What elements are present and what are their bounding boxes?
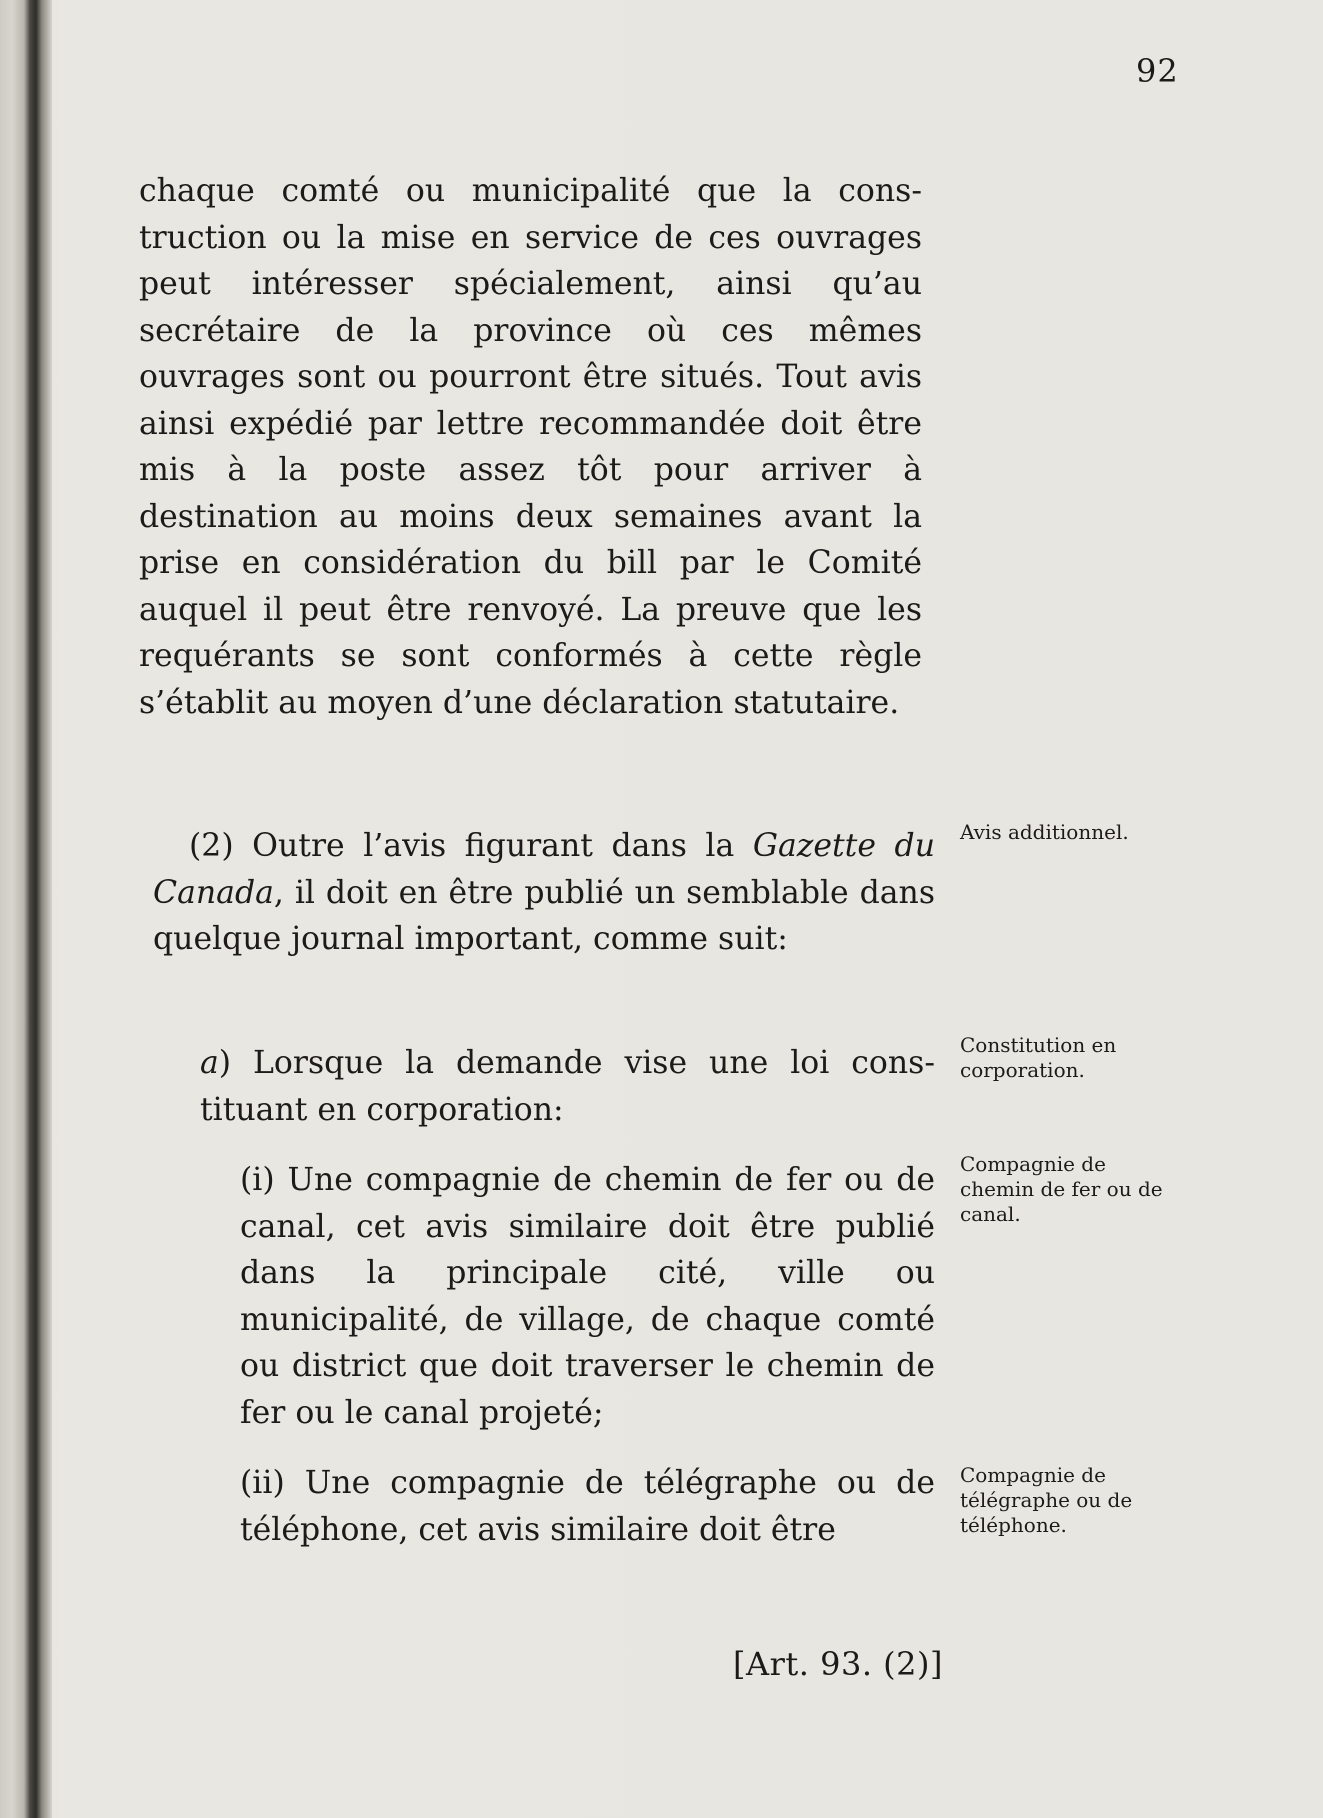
paragraph-text: ) Lorsque la demande vise une loi constituant en corporation: — [200, 1045, 935, 1128]
margin-note-chemin-de-fer: Compagnie de chemin de fer ou de canal. — [960, 1152, 1163, 1226]
article-reference: [Art. 93. (2)] — [733, 1645, 943, 1683]
paragraph-text: (2) Outre l’avis figurant dans la — [189, 828, 753, 864]
margin-note-constitution: Constitution en corporation. — [960, 1033, 1117, 1082]
paragraph-text: , il doit en être publié un semblable dans quelque journal important, comme suit: — [153, 874, 935, 957]
book-binding-edge — [0, 0, 52, 1818]
page-number: 92 — [1136, 52, 1179, 90]
clause-letter: a — [200, 1045, 219, 1081]
paragraph-clause-a — [200, 1040, 935, 1133]
paragraph-subclause-i: (i) Une compagnie de chemin de fer ou de canal, cet avis similaire doit être publié dans la principale cité, ville ou municipalité, de village, de chaque comté ou district que doit traverser le chemin de fer ou le canal projeté; — [240, 1162, 935, 1431]
italic-publication-name: Gazette du Canada — [153, 828, 935, 911]
paragraph-continuation: chaque comté ou municipalité que la construction ou la mise en service de ces ouvrages peut intéresser spécialement, ainsi qu’au secrétaire de la province où ces mêmes ouvrages sont ou pourront être situés. Tout avis ainsi expédié par lettre recommandée doit être mis à la poste assez tôt pour arriver à destination au moins deux semaines avant la prise en considération du bill par le Comité auquel il peut être renvoyé. La preuve que les requérants se sont conformés à cette règle s’établit au moyen d’une déclaration statutaire. — [139, 173, 922, 721]
paragraph-subclause-ii: (ii) Une compagnie de télégraphe ou de téléphone, cet avis similaire doit être — [240, 1465, 935, 1548]
paragraph-additional-notice — [153, 823, 935, 963]
margin-note-telegraphe: Compagnie de télégraphe ou de téléphone. — [960, 1463, 1133, 1537]
margin-note-avis-additionnel: Avis additionnel. — [960, 820, 1129, 844]
